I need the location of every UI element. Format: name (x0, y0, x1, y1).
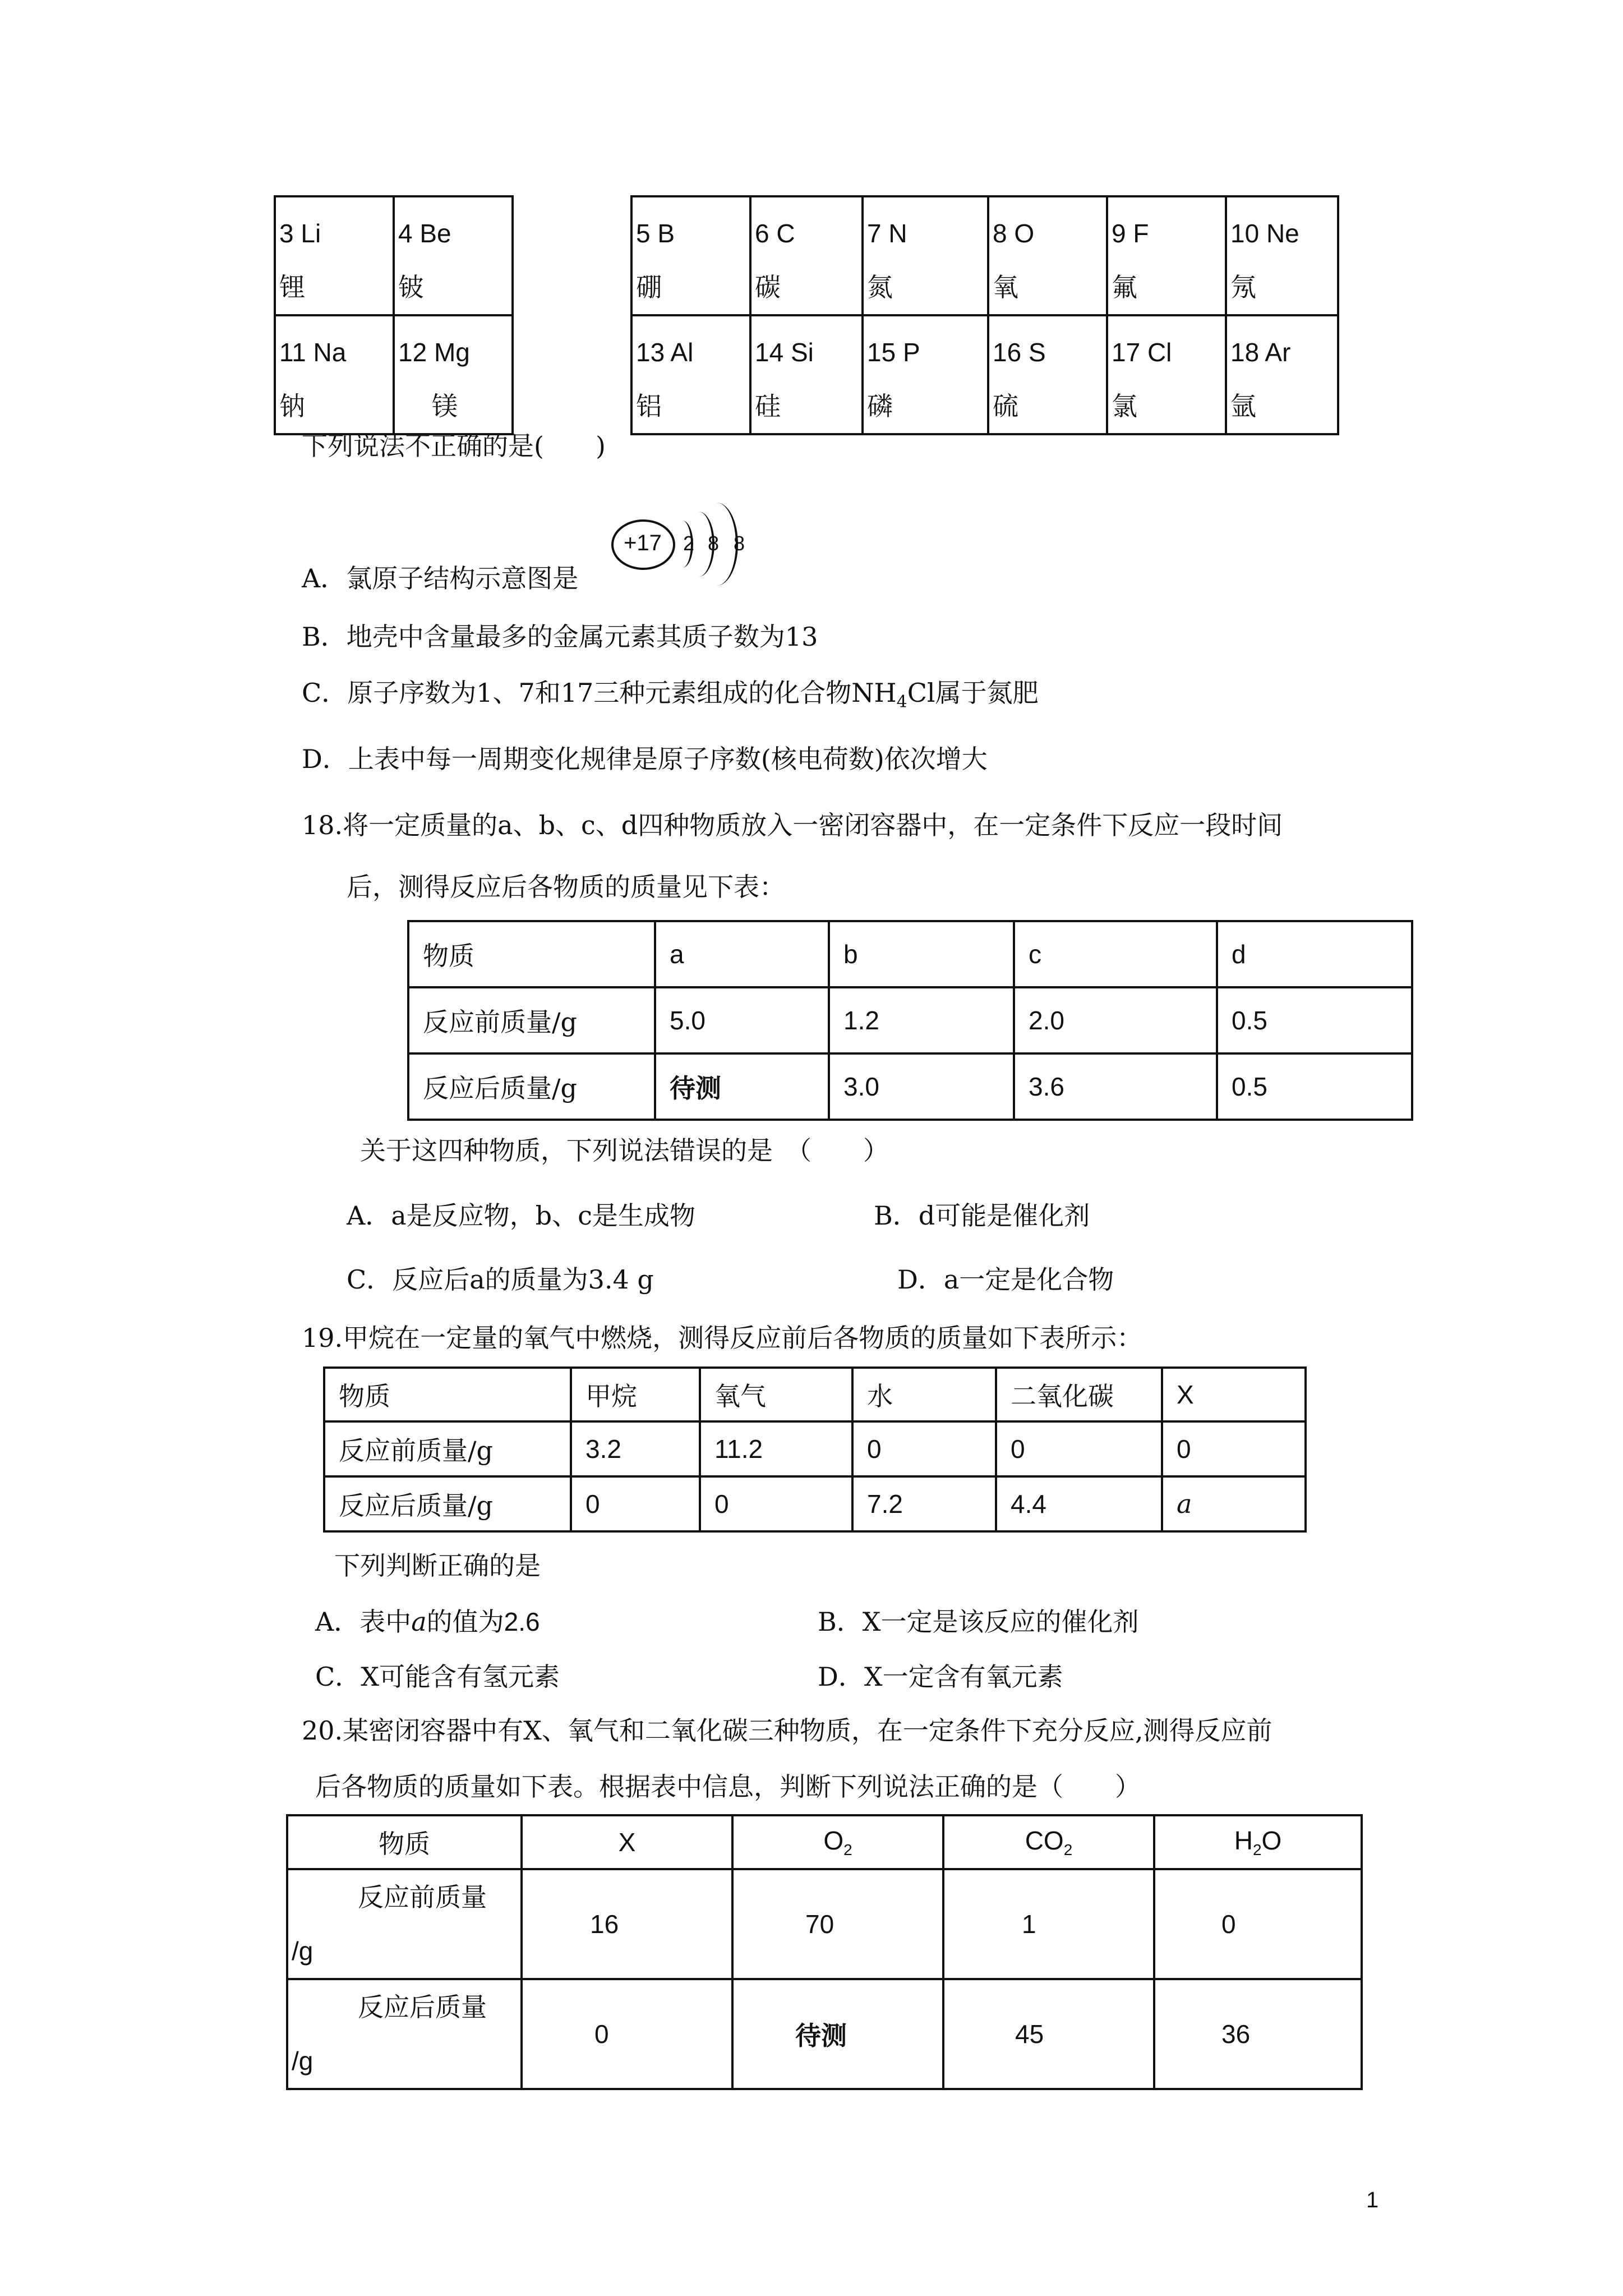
table-cell: $CO_2$ (943, 1815, 1154, 1869)
q18-option-a: A．a是反应物，b、c是生成物 (347, 1200, 695, 1231)
table-cell: $O_2$ (732, 1815, 943, 1869)
empty-cell (513, 315, 631, 434)
element-cell: 6 C 碳 (750, 196, 863, 315)
table-cell: X (522, 1815, 732, 1869)
q17-stem: 下列说法不正确的是( ) (302, 431, 606, 461)
periodic-row-3 (275, 315, 1338, 434)
table-cell: 0.5 (1217, 1053, 1412, 1120)
q17-option-b: B．地壳中含量最多的金属元素其质子数为13 (302, 622, 818, 652)
table-row (324, 1368, 1306, 1421)
q19-option-b: B．X一定是该反应的催化剂 (818, 1607, 1139, 1637)
table-cell: a (1162, 1476, 1306, 1531)
table-cell: 物质 (408, 921, 655, 987)
periodic-table (274, 195, 1339, 435)
q20-table (286, 1814, 1363, 2090)
element-cell: 9 F 氟 (1107, 196, 1226, 315)
q19-question: 下列判断正确的是 (334, 1550, 541, 1581)
table-row (287, 1979, 1362, 2089)
table-row (408, 921, 1412, 987)
q18-option-c: C．反应后a的质量为3.4 g (347, 1264, 654, 1295)
table-cell: a (655, 921, 829, 987)
table-cell: 0 (852, 1421, 996, 1476)
shell-1-electrons: 2 (683, 532, 695, 555)
table-cell: 物质 (324, 1368, 571, 1421)
q20-stem-line2: 后各物质的质量如下表。根据表中信息，判断下列说法正确的是（ ） (315, 1772, 1141, 1802)
table-cell: 氧气 (700, 1368, 852, 1421)
table-cell: 45 (943, 1979, 1154, 2089)
table-cell: 0 (522, 1979, 732, 2089)
table-cell: 反应前质量/g (324, 1421, 571, 1476)
page-number: 1 (1366, 2188, 1379, 2212)
q19-option-c: C．X可能含有氢元素 (315, 1662, 560, 1692)
table-cell: X (1162, 1368, 1306, 1421)
table-cell: 反应前质量 /g (287, 1869, 522, 1979)
table-row (324, 1421, 1306, 1476)
table-cell: 0 (996, 1421, 1162, 1476)
table-cell: 反应前质量/g (408, 987, 655, 1053)
element-cell: 7 N 氮 (863, 196, 988, 315)
empty-cell (513, 196, 631, 315)
table-cell: 水 (852, 1368, 996, 1421)
periodic-row-2 (275, 196, 1338, 315)
atom-structure-diagram (611, 505, 780, 583)
table-cell: 2.0 (1014, 987, 1217, 1053)
q19-stem: 19.甲烷在一定量的氧气中燃烧，测得反应前后各物质的质量如下表所示： (302, 1323, 1143, 1353)
element-cell: 5 B 硼 (631, 196, 750, 315)
q19-table (323, 1366, 1307, 1533)
table-cell: 36 (1154, 1979, 1362, 2089)
element-cell: 3 Li 锂 (275, 196, 394, 315)
element-cell: 18 Ar 氩 (1226, 315, 1338, 434)
shell-3-electrons: 8 (734, 532, 745, 555)
table-cell: 甲烷 (571, 1368, 700, 1421)
element-cell: 14 Si 硅 (750, 315, 863, 434)
q18-option-b: B．d可能是催化剂 (874, 1200, 1090, 1231)
table-cell: 物质 (287, 1815, 522, 1869)
q19-option-d: D．X一定含有氧元素 (818, 1662, 1063, 1692)
table-cell: 16 (522, 1869, 732, 1979)
table-cell: $H_2O$ (1154, 1815, 1362, 1869)
table-cell: b (829, 921, 1014, 987)
q19-option-a: A．表中a的值为2.6 (315, 1607, 540, 1637)
q18-question: 关于这四种物质，下列说法错误的是 （ ） (360, 1135, 889, 1166)
table-cell: 0 (700, 1476, 852, 1531)
table-cell: 反应后质量/g (408, 1053, 655, 1120)
table-cell: 5.0 (655, 987, 829, 1053)
table-cell: 待测 (732, 1979, 943, 2089)
table-cell: 0 (1154, 1869, 1362, 1979)
q18-stem-line2: 后，测得反应后各物质的质量见下表： (347, 872, 785, 902)
table-cell: 0 (571, 1476, 700, 1531)
element-cell: 13 Al 铝 (631, 315, 750, 434)
q17-option-a: A．氯原子结构示意图是 (302, 563, 579, 593)
table-cell: 0.5 (1217, 987, 1412, 1053)
table-cell: 反应后质量 /g (287, 1979, 522, 2089)
nucleus-charge: +17 (624, 531, 662, 555)
q20-stem-line1: 20.某密闭容器中有X、氧气和二氧化碳三种物质，在一定条件下充分反应,测得反应前 (302, 1715, 1272, 1746)
table-cell: 3.0 (829, 1053, 1014, 1120)
table-cell: 反应后质量/g (324, 1476, 571, 1531)
table-cell: 1 (943, 1869, 1154, 1979)
table-cell: 70 (732, 1869, 943, 1979)
element-cell: 8 O 氧 (988, 196, 1107, 315)
table-cell: 3.2 (571, 1421, 700, 1476)
element-cell: 11 Na 钠 (275, 315, 394, 434)
table-cell: c (1014, 921, 1217, 987)
q18-option-d: D．a一定是化合物 (897, 1264, 1114, 1295)
table-row (287, 1815, 1362, 1869)
q17-option-c: C．原子序数为1、7和17三种元素组成的化合物$NH_4Cl$属于氮肥 (302, 678, 1039, 712)
table-row (324, 1476, 1306, 1531)
table-cell: 1.2 (829, 987, 1014, 1053)
table-cell: 7.2 (852, 1476, 996, 1531)
table-cell: 4.4 (996, 1476, 1162, 1531)
element-cell: 15 P 磷 (863, 315, 988, 434)
shell-2-electrons: 8 (708, 532, 720, 555)
element-cell: 17 Cl 氯 (1107, 315, 1226, 434)
table-cell: d (1217, 921, 1412, 987)
table-row (408, 1053, 1412, 1120)
table-cell: 3.6 (1014, 1053, 1217, 1120)
table-cell: 11.2 (700, 1421, 852, 1476)
element-cell: 12 Mg 镁 (394, 315, 513, 434)
table-row (287, 1869, 1362, 1979)
table-cell: 0 (1162, 1421, 1306, 1476)
element-cell: 10 Ne 氖 (1226, 196, 1338, 315)
q18-table (407, 920, 1413, 1121)
table-row (408, 987, 1412, 1053)
element-cell: 16 S 硫 (988, 315, 1107, 434)
table-cell: 二氧化碳 (996, 1368, 1162, 1421)
q17-option-d: D．上表中每一周期变化规律是原子序数(核电荷数)依次增大 (302, 744, 988, 774)
q18-stem-line1: 18.将一定质量的a、b、c、d四种物质放入一密闭容器中，在一定条件下反应一段时间 (302, 810, 1283, 840)
element-cell: 4 Be 铍 (394, 196, 513, 315)
table-cell: 待测 (655, 1053, 829, 1120)
